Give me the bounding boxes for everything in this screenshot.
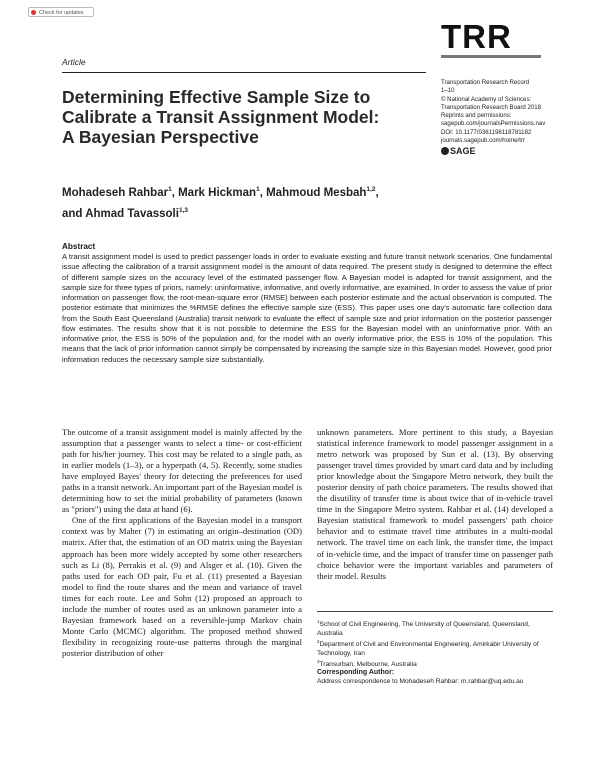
author-list: Mohadeseh Rahbar$^1$, Mark Hickman$^1$, Mahmoud Mesbah$^{1,2}$, and Ahmad Tavassoli$^{1,3}$ [62,186,379,220]
abstract-text: A transit assignment model is used to predict passenger loads in order to evaluate existing and future transit network scenarios. One fundamental issue affecting the calibration of a transit assignment model is the amount of data required. The present study is designed to determine the effect of different sample sizes on the accuracy level of the estimated passenger flow. A Bayesian model is adapted for transit assignment, and the sample size for three types of priors, namely: uninformative, informative, and overly informative, are examined. In order to assess the value of prior information on passenger flow, the root-mean-square error (RMSE) between each posterior estimate and the actual observation is computed. The posterior estimate that minimizes the %RMSE defines the effective sample size (ESS). This paper uses one day's automatic fare collection data from the South East Queensland (Australia) transit network to evaluate the effect of sample size and prior information on the posterior passenger flow estimates. The results show that it is not possible to determine the ESS for the Bayesian model with an uninformative prior. With an informative prior, the ESS is 50% of the population and, for the model with an overly informative prior, the ESS is 10% of the population. This means that the lack of prior information cannot simply be compensated by increasing the sample size in this Bayesian model. However, good prior information reduces the necessary sample size substantially. [62,252,552,364]
meta-line: Transportation Research Board 2018 [441,103,542,111]
corresponding-author [317,669,553,686]
footnote [317,658,553,670]
paper-title [62,87,422,147]
footnote [317,638,553,658]
author-name: Mohadeseh Rahbar [62,186,169,199]
meta-line-link[interactable]: sagepub.com/journalsPermissions.nav [441,120,546,128]
meta-line: Transportation Research Record [441,79,530,86]
author-name: Mahmoud Mesbah [266,186,367,199]
meta-line: 1–10 [441,87,455,95]
header-rule [62,72,426,73]
meta-line-doi[interactable]: DOI: 10.1177/0361198118781182 [441,128,532,136]
journal-meta [441,79,581,145]
body-column-left [62,427,302,659]
author-name: Mark Hickman [178,186,257,199]
body-column-right [317,427,553,582]
article-label: Article [62,57,86,67]
footnote-number: 3 [317,659,320,664]
badge-label: Check for updates [39,10,84,16]
author-affiliation: 1,2 [366,186,376,193]
footnote-number: 1 [317,619,320,624]
meta-line-link[interactable]: journals.sagepub.com/home/trr [441,137,526,145]
journal-logo: TRR [441,18,512,55]
abstract-heading: Abstract [62,242,96,251]
body-paragraph: unknown parameters. More pertinent to this study, a Bayesian statistical inference framework to model passenger assignment in a metro network was proposed by Sun et al. (13). By observing passenger travel times provided by smart card data and by including prior knowledge about the Singapore Metro network, they built the posterior density of path choice parameters. The results showed that the disutility of transfer time is about twice that of in-vehicle travel time in the Singapore Metro system. Rahbar et al. (14) developed a Bayesian statistical framework to model passengers' path choice behavior and to estimate travel time attributes in a multi-modal network. The travel time on each link, the transfer time, the impact of in-vehicle time, and the impact of transfer time on passenger path choice behavior were the important variables and parameters of their model. Results [317,427,553,581]
publisher-name: SAGE [450,146,476,156]
sage-icon [441,147,449,155]
title-line: Determining Effective Sample Size to [62,87,371,107]
title-line: A Bayesian Perspective [62,127,259,147]
author-affiliation: 1,3 [178,206,188,214]
publisher-logo [441,146,476,156]
footnote-text: Department of Civil and Environmental Engineering, Amirkabir University of Technology, Iran [317,641,539,657]
meta-line: Reprints and permissions: [441,112,512,120]
body-paragraph: The outcome of a transit assignment model is mainly affected by the assumption that a passenger wants to select a time- or cost-efficient path for his/her journey. This cost may be related to a single path, as in earlier models (1–3), or a hyperpath (4, 5). Recently, some studies have employed Bayes' theory for detecting the preferences for used paths in a transit network. An important part of the Bayesian model is determining how to set the initial probability of parameters (known as "priors") using the data at hand (6). [62,427,302,515]
footnote-text: School of Civil Engineering, The University of Queensland, Queensland, Australia [317,621,530,637]
corresponding-heading: Corresponding Author: [317,669,395,676]
footnote-text: Transurban, Melbourne, Australia [319,661,417,669]
author-affiliation: 1 [168,186,172,193]
update-icon [31,10,36,15]
check-for-updates-badge[interactable] [28,7,94,17]
body-paragraph: One of the first applications of the Bayesian model in a transport context was by Maher (7) in estimating an origin–destination (OD) matrix. After that, the estimation of an OD matrix using the Bayesian approach has been more widely accepted by some other researchers such as Li (8), Perrakis et al. (9) and Alsger et al. (10). Given the paths used for each OD pair, Fu et al. (11) presented a Bayesian model to find the route shares and the mean and variance of travel times for each route. Lee and Sohn (12) proposed an approach to include the number of routes used as an unknown parameter into a Bayesian framework based on a reversible-jump Markov chain Monte Carlo (MCMC) algorithm. The proposed method showed flexibility in recognizing route-use patterns through the marginal posterior distribution of other [62,515,302,658]
corresponding-address[interactable]: Address correspondence to Mohadeseh Rahbar: m.rahbar@uq.edu.au [317,677,524,685]
title-line: Calibrate a Transit Assignment Model: [62,107,380,127]
footnote-number: 2 [317,639,320,644]
affiliation-footnotes [317,618,553,670]
meta-line: © National Academy of Sciences: [441,95,532,103]
author-name: and Ahmad Tavassoli [62,207,179,220]
footnote-rule [317,611,553,612]
author-affiliation: 1 [256,186,260,193]
footnote [317,618,553,638]
journal-logo-underline [441,55,541,58]
